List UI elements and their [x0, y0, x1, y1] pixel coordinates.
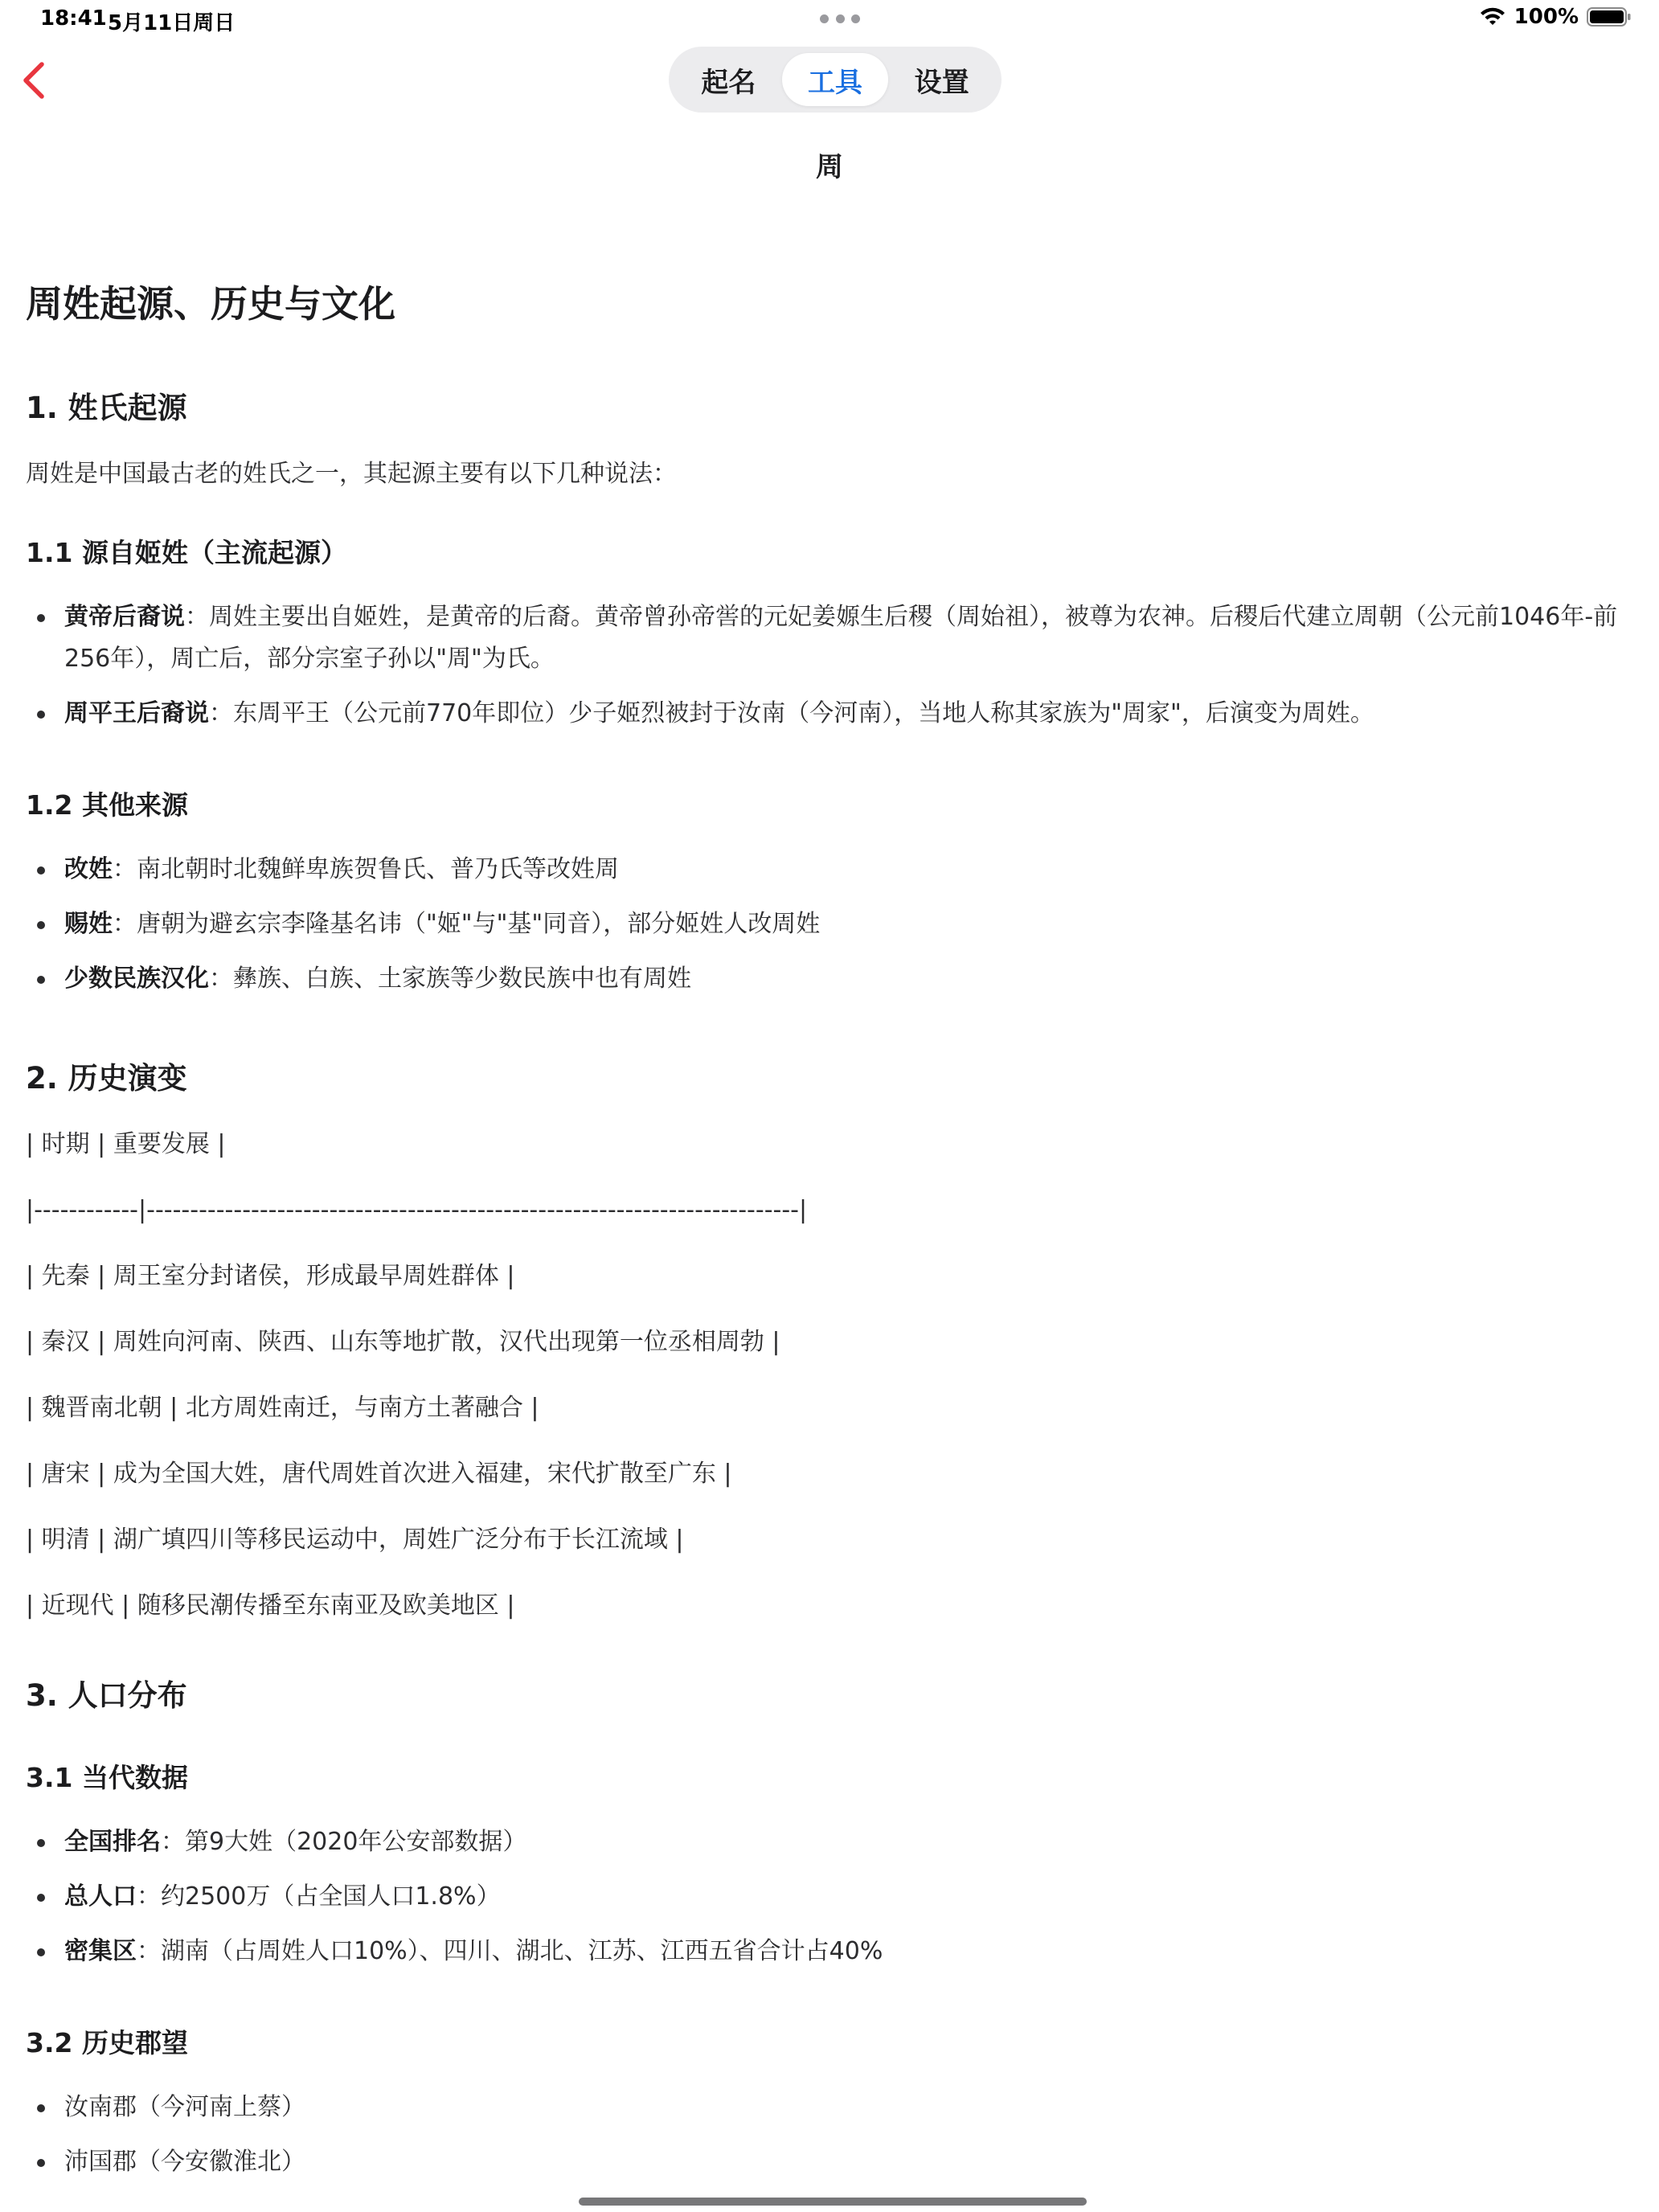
article-title: 周姓起源、历史与文化 — [26, 282, 395, 326]
wifi-icon — [1479, 6, 1506, 27]
list-item-text: 沛国郡（今安徽淮北） — [64, 2148, 305, 2176]
list-item — [64, 903, 1625, 945]
list-item-text: ：第9大姓（2020年公安部数据） — [161, 1828, 527, 1856]
table-row: | 唐宋 | 成为全国大姓，唐代周姓首次进入福建，宋代扩散至广东 | — [26, 1460, 732, 1488]
back-button[interactable] — [18, 58, 50, 103]
list-item-text: ：南北朝时北魏鲜卑族贺鲁氏、普乃氏等改姓周 — [113, 855, 619, 883]
tab-segmented-control — [669, 47, 1002, 113]
list-item-term: 密集区 — [64, 1937, 137, 1965]
list-item-text: ：彝族、白族、土家族等少数民族中也有周姓 — [209, 965, 691, 993]
table-row: | 先秦 | 周王室分封诸侯，形成最早周姓群体 | — [26, 1262, 515, 1290]
list-item-term: 少数民族汉化 — [64, 965, 209, 993]
bullet-list — [26, 849, 1625, 1000]
list-item — [64, 1876, 1625, 1918]
list-item — [64, 958, 1625, 1000]
list-item-text: ：东周平王（公元前770年即位）少子姬烈被封于汝南（今河南），当地人称其家族为"周家"，后演变为周姓。 — [209, 699, 1374, 727]
status-date: 5月11日周日 — [108, 11, 236, 35]
battery-percentage: 100% — [1514, 5, 1579, 29]
table-row: | 近现代 | 随移民潮传播至东南亚及欧美地区 | — [26, 1591, 515, 1620]
table-row: | 时期 | 重要发展 | — [26, 1130, 226, 1158]
paragraph: 周姓是中国最古老的姓氏之一，其起源主要有以下几种说法： — [26, 460, 677, 488]
section-heading: 2. 历史演变 — [26, 1061, 187, 1096]
tab-settings[interactable]: 设置 — [914, 66, 969, 99]
table-row: | 秦汉 | 周姓向河南、陕西、山东等地扩散，汉代出现第一位丞相周勃 | — [26, 1328, 780, 1356]
list-item-text: ：唐朝为避玄宗李隆基名讳（"姬"与"基"同音），部分姬姓人改周姓 — [113, 910, 821, 938]
subsection-heading: 1.2 其他来源 — [26, 789, 188, 821]
battery-icon — [1587, 6, 1632, 27]
list-item-term: 总人口 — [64, 1882, 137, 1911]
subsection-heading: 3.1 当代数据 — [26, 1762, 188, 1793]
table-row: | 明清 | 湖广填四川等移民运动中，周姓广泛分布于长江流域 | — [26, 1526, 684, 1554]
multitask-dots-icon[interactable] — [820, 14, 860, 24]
status-time: 18:41 — [40, 6, 107, 31]
list-item — [64, 2087, 1625, 2128]
list-item-text: 汝南郡（今河南上蔡） — [64, 2093, 305, 2121]
article-content — [26, 272, 1625, 2196]
list-item-term: 改姓 — [64, 855, 113, 883]
table-separator: |------------|---------------------------------------------------------------------------| — [26, 1196, 808, 1224]
tab-tools[interactable]: 工具 — [782, 53, 889, 106]
table-row: | 魏晋南北朝 | 北方周姓南迁，与南方土著融合 | — [26, 1394, 539, 1422]
list-item-text: ：周姓主要出自姬姓，是黄帝的后裔。黄帝曾孙帝喾的元妃姜嫄生后稷（周始祖），被尊为农神。后稷后代建立周朝（公元前1046年-前256年），周亡后，部分宗室子孙以"周"为氏。 — [64, 603, 1618, 673]
section-heading: 1. 姓氏起源 — [26, 391, 187, 425]
list-item-term: 赐姓 — [64, 910, 113, 938]
status-indicators — [1479, 5, 1632, 29]
tab-naming[interactable]: 起名 — [701, 66, 756, 99]
subsection-heading: 1.1 源自姬姓（主流起源） — [26, 537, 347, 568]
bullet-list — [26, 1821, 1625, 1972]
page-subtitle: 周 — [816, 151, 843, 183]
list-item-term: 黄帝后裔说 — [64, 603, 185, 631]
chevron-left-icon — [26, 64, 42, 96]
bullet-list — [26, 596, 1625, 735]
bullet-list — [26, 2087, 1625, 2183]
list-item — [64, 596, 1625, 680]
home-indicator[interactable] — [579, 2198, 1087, 2206]
list-item-text: ：湖南（占周姓人口10%）、四川、湖北、江苏、江西五省合计占40% — [137, 1937, 883, 1965]
subsection-heading: 3.2 历史郡望 — [26, 2027, 188, 2058]
list-item-text: ：约2500万（占全国人口1.8%） — [137, 1882, 501, 1911]
list-item — [64, 1931, 1625, 1972]
status-bar — [0, 0, 1659, 39]
list-item — [64, 849, 1625, 891]
list-item-term: 全国排名 — [64, 1828, 161, 1856]
list-item — [64, 693, 1625, 735]
list-item — [64, 1821, 1625, 1863]
list-item-term: 周平王后裔说 — [64, 699, 209, 727]
list-item — [64, 2141, 1625, 2183]
section-heading: 3. 人口分布 — [26, 1678, 187, 1713]
